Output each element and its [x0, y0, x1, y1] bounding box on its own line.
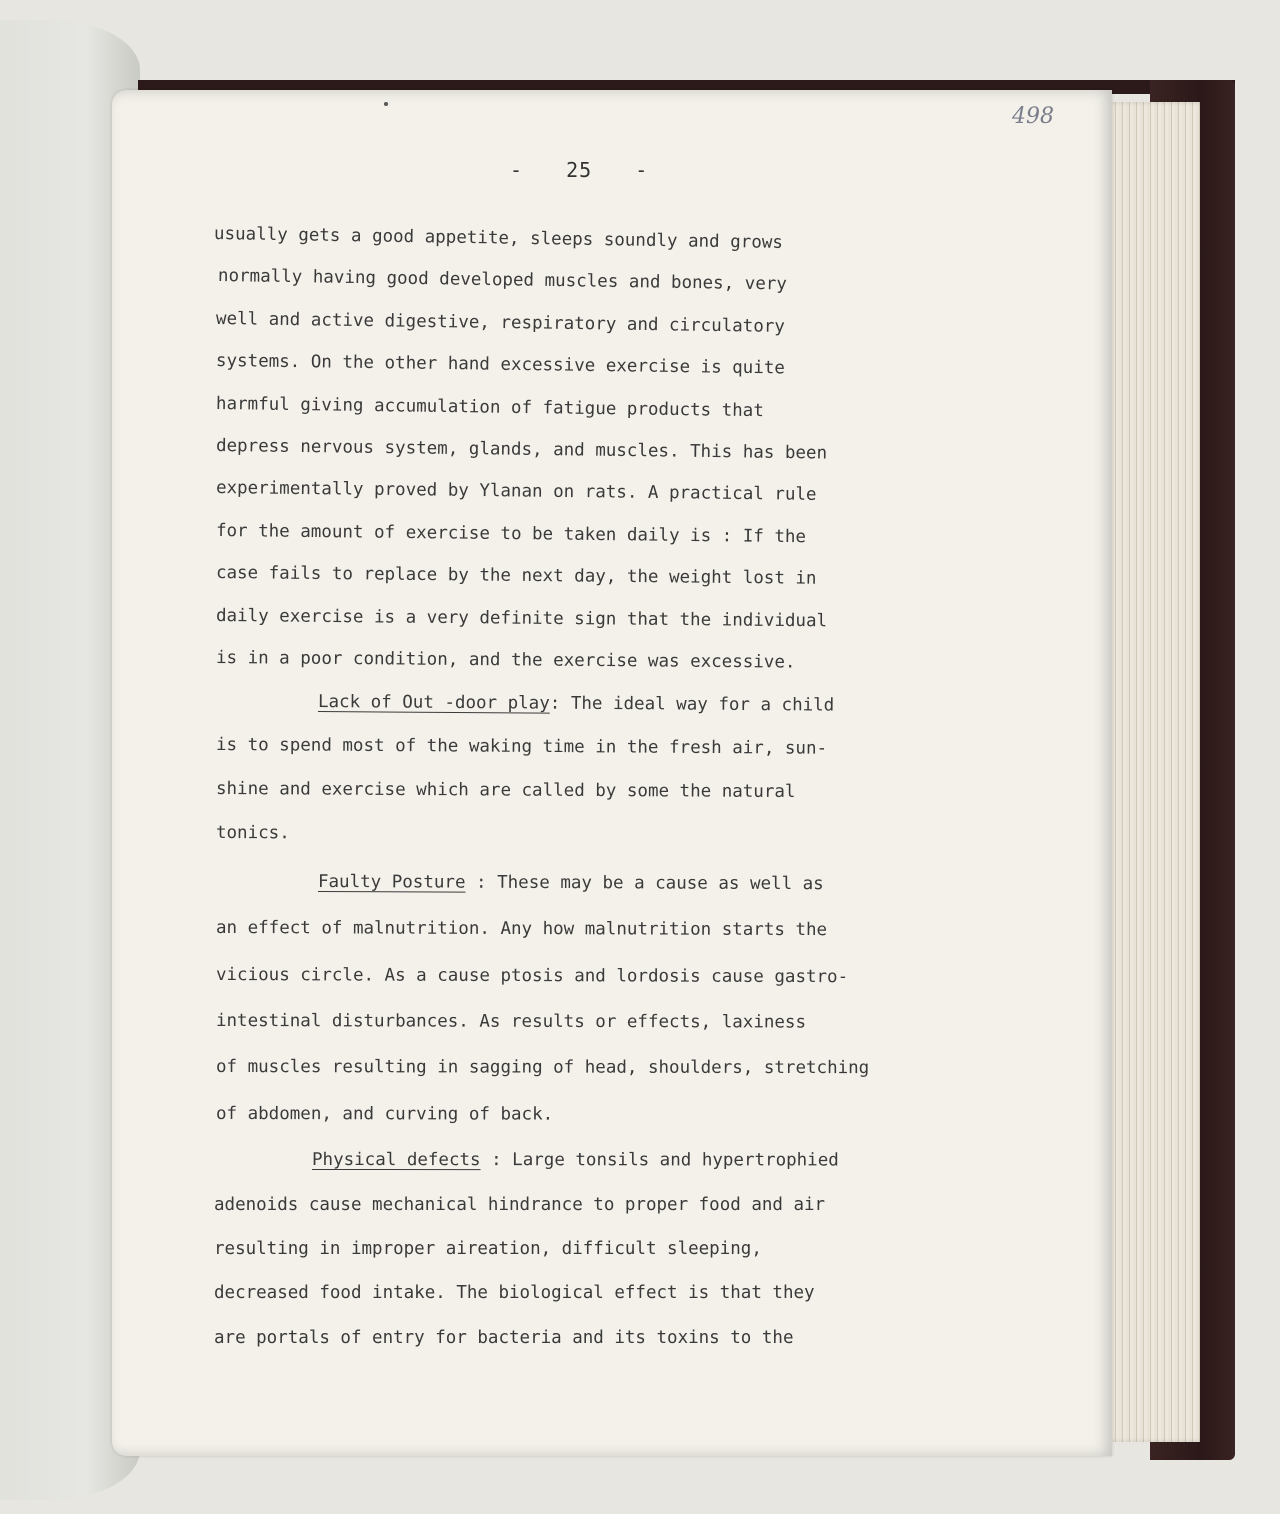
folio-number: 498 — [1012, 104, 1054, 129]
text-line: experimentally proved by Ylanan on rats. A practical rule — [215, 478, 817, 506]
page-number: - 25 - — [510, 158, 649, 182]
text-line: adenoids cause mechanical hindrance to proper food and air — [214, 1194, 826, 1215]
text-line: systems. On the other hand excessive exercise is quite — [215, 351, 786, 379]
text-line: case fails to replace by the next day, the weight lost in — [215, 563, 817, 589]
text-line: are portals of entry for bacteria and its toxins to the — [214, 1327, 794, 1348]
text-line: vicious circle. As a cause ptosis and lordosis cause gastro- — [215, 964, 849, 987]
text-line: tonics. — [215, 823, 290, 844]
text-line: usually gets a good appetite, sleeps soundly and grows — [213, 224, 784, 253]
text-line: for the amount of exercise to be taken daily is : If the — [215, 520, 807, 547]
section-heading-faulty-posture: Faulty Posture — [317, 871, 466, 893]
facing-page-ghost-text — [0, 170, 120, 256]
text-line: normally having good developed muscles and bones, very — [217, 266, 788, 295]
text-line: decreased food intake. The biological effect is that they — [214, 1283, 815, 1304]
text-line: intestinal disturbances. As results or effects, laxiness — [215, 1011, 807, 1033]
text-line: depress nervous system, glands, and muscles. This has been — [215, 435, 828, 464]
outdoor-heading-line: Lack of Out -door play: The ideal way for a child — [317, 692, 835, 716]
page-edges — [1098, 102, 1200, 1442]
text-line: of muscles resulting in sagging of head, shoulders, stretching — [215, 1057, 870, 1079]
ink-dot — [384, 102, 388, 106]
text-line: of abdomen, and curving of back. — [215, 1103, 554, 1125]
posture-heading-line: Faulty Posture : These may be a cause as well as — [317, 871, 824, 895]
text-line: an effect of malnutrition. Any how malnutrition starts the — [215, 918, 828, 941]
section-heading-physical-defects: Physical defects — [311, 1150, 481, 1171]
text-line: daily exercise is a very definite sign that the individual — [215, 605, 828, 631]
text-line: is to spend most of the waking time in the fresh air, sun- — [215, 734, 828, 759]
text-line: resulting in improper aireation, difficult sleeping, — [214, 1238, 762, 1259]
defects-heading-line: Physical defects : Large tonsils and hypertrophied — [311, 1150, 839, 1171]
text-line: harmful giving accumulation of fatigue products that — [215, 393, 764, 421]
typescript-body — [214, 212, 984, 1366]
text-line: well and active digestive, respiratory and circulatory — [215, 308, 786, 337]
text-line: is in a poor condition, and the exercise was excessive. — [215, 647, 796, 673]
text-line: shine and exercise which are called by some the natural — [215, 779, 796, 803]
section-heading-outdoor-play: Lack of Out -door play — [317, 692, 550, 714]
